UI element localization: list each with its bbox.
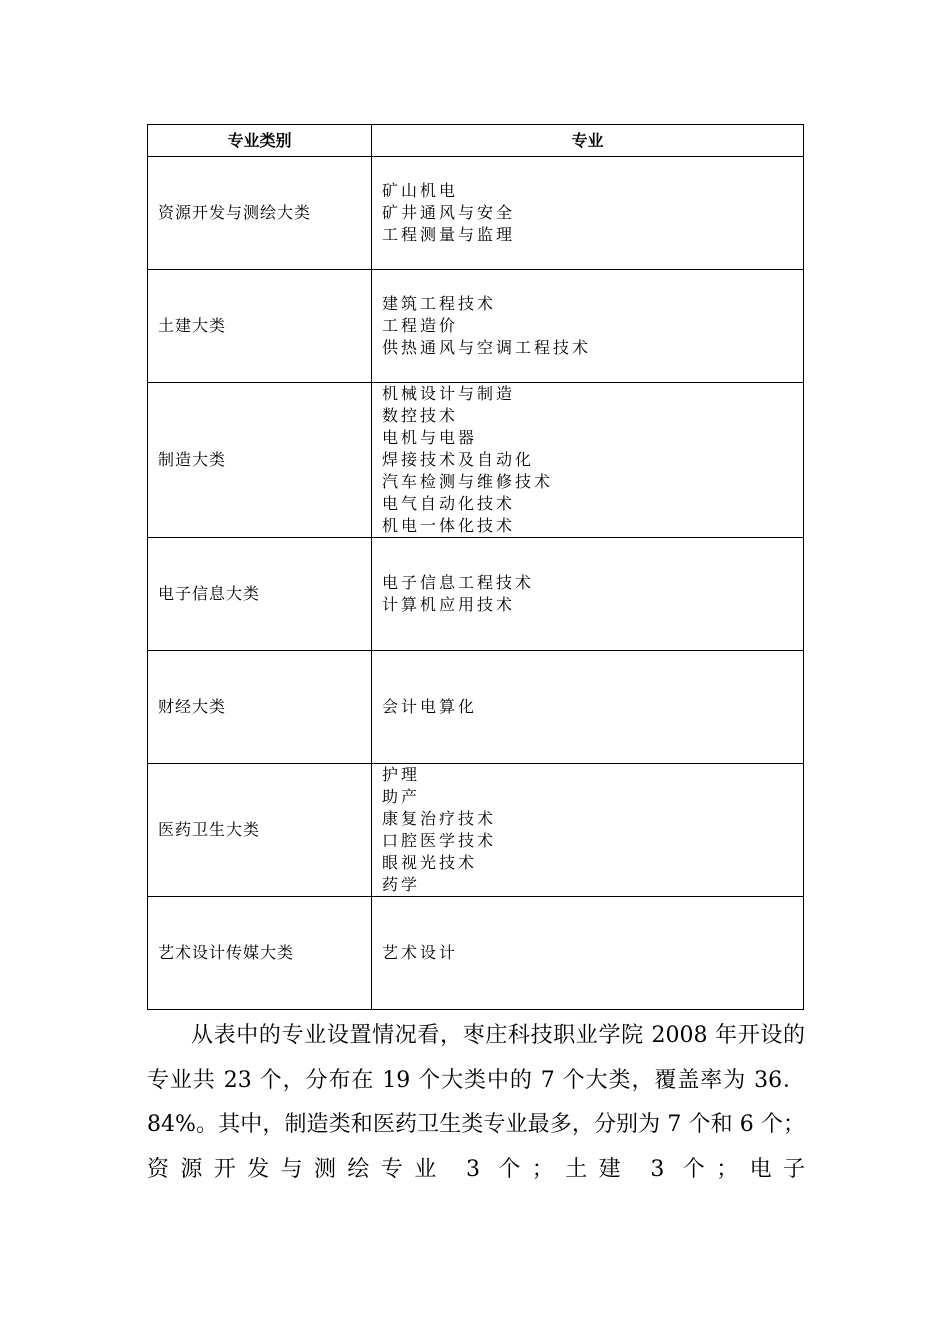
category-cell: 财经大类 xyxy=(148,651,372,764)
category-cell: 制造大类 xyxy=(148,383,372,538)
majors-cell xyxy=(372,764,804,897)
majors-cell xyxy=(372,897,804,1010)
major-list xyxy=(382,383,793,537)
major-list xyxy=(382,293,793,359)
table-row xyxy=(148,270,804,383)
majors-cell xyxy=(372,157,804,270)
major-item: 口腔医学技术 xyxy=(382,831,497,850)
major-item: 数控技术 xyxy=(382,406,459,425)
header-category: 专业类别 xyxy=(148,125,372,157)
category-cell: 艺术设计传媒大类 xyxy=(148,897,372,1010)
major-item: 艺术设计 xyxy=(382,943,459,962)
category-cell: 医药卫生大类 xyxy=(148,764,372,897)
major-list xyxy=(382,180,793,246)
major-item: 机械设计与制造 xyxy=(382,384,516,403)
major-list xyxy=(382,696,793,718)
major-item: 工程测量与监理 xyxy=(382,225,516,244)
majors-cell xyxy=(372,538,804,651)
major-item: 眼视光技术 xyxy=(382,853,478,872)
major-item: 药学 xyxy=(382,875,421,894)
table-row xyxy=(148,383,804,538)
major-item: 焊接技术及自动化 xyxy=(382,450,535,469)
body-paragraph: 从表中的专业设置情况看，枣庄科技职业学院 2008 年开设的专业共 23 个，分布在 19 个大类中的 7 个大类，覆盖率为 36．84%。其中，制造类和医药卫生类专业最多，分别为 7 个和 6 个；资源开发与测绘专业 3 个；土建 3 个；电子 xyxy=(147,1023,805,1182)
table-row xyxy=(148,897,804,1010)
majors-table xyxy=(147,124,804,1010)
majors-cell xyxy=(372,651,804,764)
major-item: 机电一体化技术 xyxy=(382,516,516,535)
table-row xyxy=(148,651,804,764)
category-cell: 电子信息大类 xyxy=(148,538,372,651)
major-item: 建筑工程技术 xyxy=(382,294,497,313)
major-item: 会计电算化 xyxy=(382,697,478,716)
major-list xyxy=(382,572,793,616)
major-item: 矿山机电 xyxy=(382,181,459,200)
major-item: 电机与电器 xyxy=(382,428,478,447)
table-row xyxy=(148,538,804,651)
table-row xyxy=(148,764,804,897)
major-item: 矿井通风与安全 xyxy=(382,203,516,222)
major-item: 电子信息工程技术 xyxy=(382,573,535,592)
major-list xyxy=(382,764,793,896)
category-cell: 资源开发与测绘大类 xyxy=(148,157,372,270)
majors-cell xyxy=(372,270,804,383)
table-header-row xyxy=(148,125,804,157)
major-item: 供热通风与空调工程技术 xyxy=(382,338,592,357)
category-cell: 土建大类 xyxy=(148,270,372,383)
major-item: 康复治疗技术 xyxy=(382,809,497,828)
major-item: 计算机应用技术 xyxy=(382,595,516,614)
table-row xyxy=(148,157,804,270)
major-item: 汽车检测与维修技术 xyxy=(382,472,554,491)
major-item: 电气自动化技术 xyxy=(382,494,516,513)
major-list xyxy=(382,942,793,964)
majors-cell xyxy=(372,383,804,538)
major-item: 工程造价 xyxy=(382,316,459,335)
header-majors: 专业 xyxy=(372,125,804,157)
major-item: 护理 xyxy=(382,765,421,784)
major-item: 助产 xyxy=(382,787,421,806)
